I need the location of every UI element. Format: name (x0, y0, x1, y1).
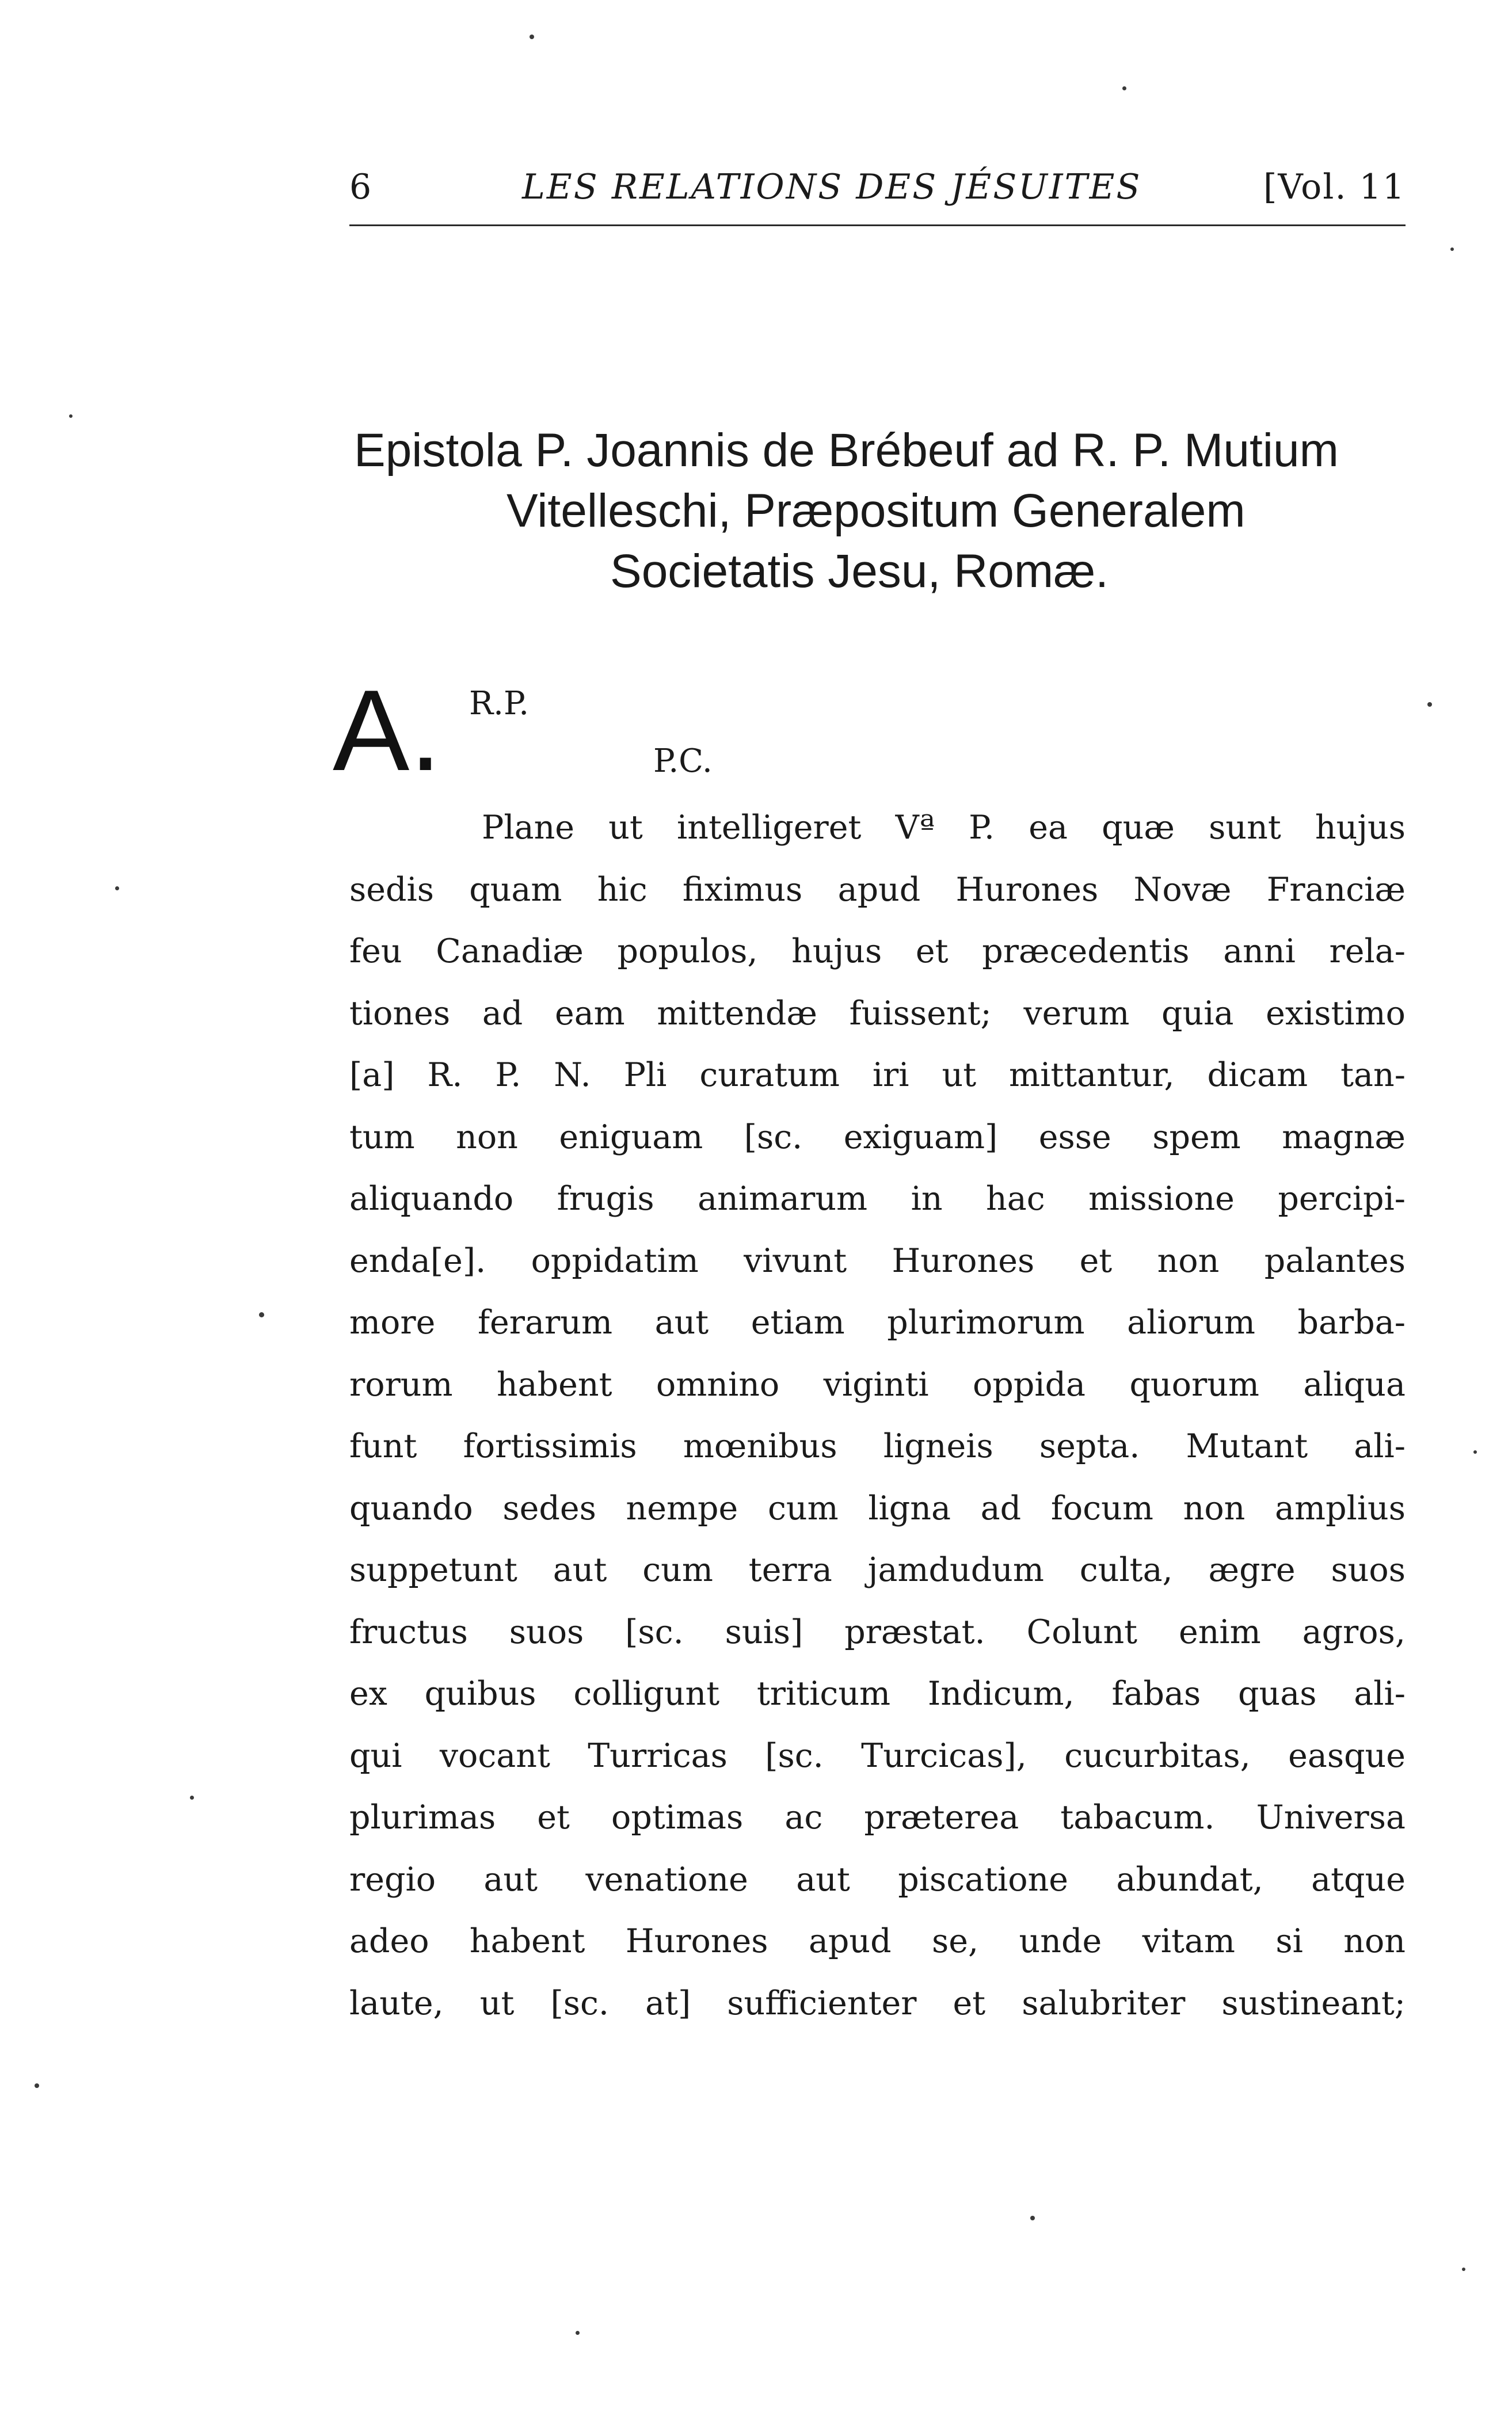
body-line: sedis quam hic fiximus apud Hurones Novæ Franciæ (349, 870, 1406, 909)
body-line: plurimas et optimas ac præterea tabacum. Universa (349, 1799, 1406, 1836)
scan-speck (1427, 702, 1432, 707)
scan-speck (1462, 2268, 1465, 2271)
body-line: tiones ad eam mittendæ fuissent; verum quia existimo (349, 994, 1406, 1032)
scan-speck (576, 2331, 580, 2335)
body-line: fructus suos [sc. suis] præstat. Colunt enim agros, (349, 1613, 1406, 1651)
running-header (349, 155, 1406, 219)
body-line: rorum habent omnino viginti oppida quorum aliqua (349, 1365, 1406, 1404)
body-line: qui vocant Turricas [sc. Turcicas], cucurbitas, easque (349, 1736, 1406, 1775)
scan-speck (115, 886, 119, 890)
salutation-line-1: R.P. (469, 685, 530, 722)
body-line: quando sedes nempe cum ligna ad focum non amplius (349, 1489, 1406, 1527)
scan-speck (530, 35, 534, 39)
scan-speck (69, 414, 73, 418)
body-line: more ferarum aut etiam plurimorum aliorum barba- (349, 1304, 1406, 1342)
body-line: aliquando frugis animarum in hac missione percipi- (349, 1180, 1406, 1218)
body-line: [a] R. P. N. Pli curatum iri ut mittantur, dicam tan- (349, 1056, 1406, 1094)
scan-speck (259, 1312, 264, 1317)
body-text (349, 797, 1406, 2034)
title-line-1: Epistola P. Joannis de Brébeuf ad R. P. Mutium (354, 424, 1339, 477)
volume-label: [Vol. 11 (1263, 167, 1406, 207)
scan-speck (1030, 2216, 1035, 2220)
body-line: regio aut venatione aut piscatione abundat, atque (349, 1860, 1406, 1899)
title-line-2: Vitelleschi, Præpositum Generalem (506, 485, 1246, 537)
page-number: 6 (349, 167, 372, 207)
body-line: suppetunt aut cum terra jamdudum culta, ægre suos (349, 1551, 1406, 1589)
body-line: feu Canadiæ populos, hujus et præcedentis anni rela- (349, 932, 1406, 970)
body-line: tum non eniguam [sc. exiguam] esse spem magnæ (349, 1118, 1406, 1156)
body-line: Plane ut intelligeret Vª P. ea quæ sunt hujus (482, 809, 1406, 847)
body-line: ex quibus colligunt triticum Indicum, fabas quas ali- (349, 1675, 1406, 1713)
body-line: enda[e]. oppidatim vivunt Hurones et non palantes (349, 1241, 1406, 1280)
header-rule (349, 224, 1406, 226)
scan-speck (1122, 86, 1126, 90)
document-title (345, 420, 1410, 601)
title-line-3: Societatis Jesu, Romæ. (610, 545, 1109, 597)
body-line: laute, ut [sc. at] sufficienter et salubriter sustineant; (349, 1984, 1406, 2022)
scan-speck (35, 2083, 39, 2088)
scan-speck (190, 1796, 194, 1800)
scan-speck (1450, 247, 1454, 251)
scan-speck (1473, 1450, 1477, 1454)
body-line: adeo habent Hurones apud se, unde vitam si non (349, 1922, 1406, 1960)
salutation-line-2: P.C. (653, 742, 713, 780)
body-line: funt fortissimis mœnibus ligneis septa. Mutant ali- (349, 1427, 1406, 1465)
drop-capital: A. (333, 666, 441, 795)
running-title: LES RELATIONS DES JÉSUITES (522, 167, 1142, 207)
